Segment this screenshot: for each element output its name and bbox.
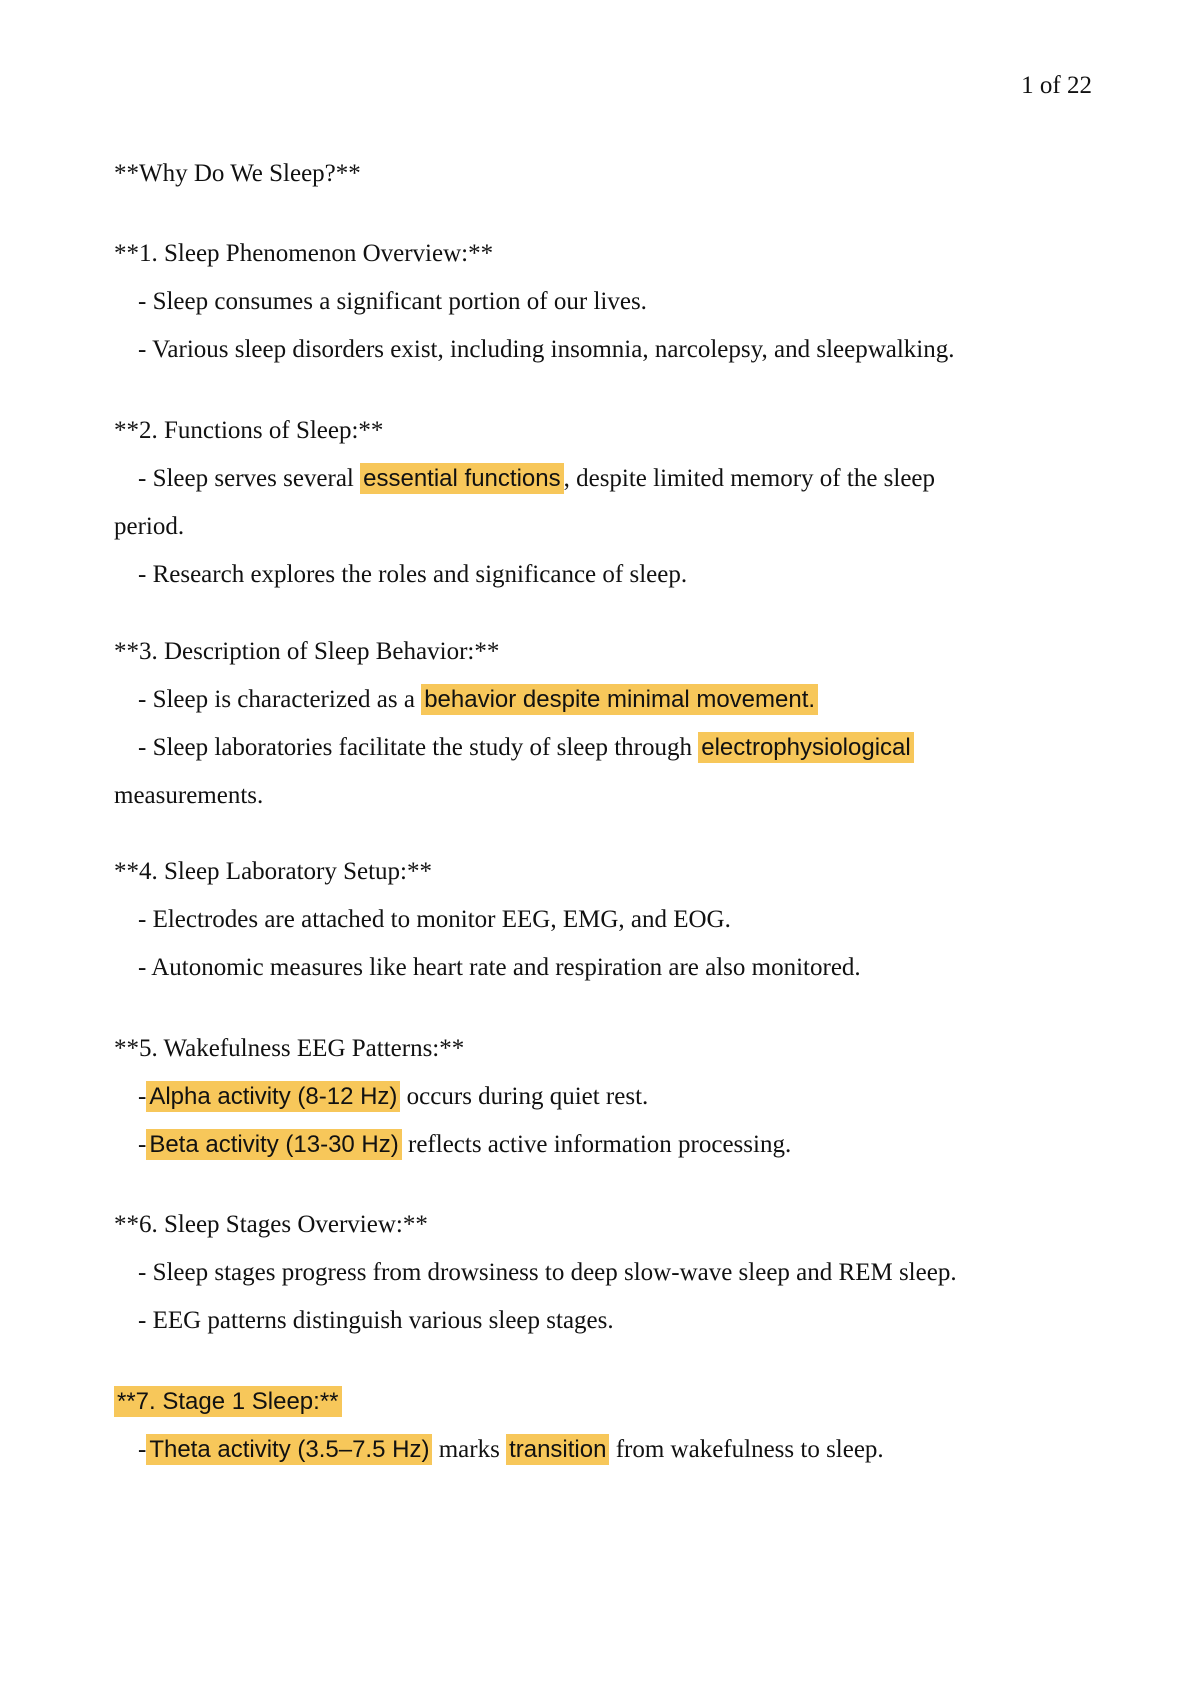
bullet-wrap-text: measurements. [114, 782, 264, 809]
bullet-dash: - [138, 1083, 147, 1110]
bullet-item: - Sleep stages progress from drowsiness to deep slow-wave sleep and REM sleep. [138, 1259, 957, 1286]
highlighted-text: Theta activity (3.5–7.5 Hz) [146, 1434, 432, 1465]
bullet-item: - Various sleep disorders exist, including insomnia, narcolepsy, and sleepwalking. [138, 336, 955, 363]
section-heading: **2. Functions of Sleep:** [114, 417, 384, 444]
bullet-text: - Sleep laboratories facilitate the study of sleep through [138, 734, 699, 761]
bullet-text: - Sleep is characterized as a [138, 686, 422, 713]
section-sleep-phenomenon [114, 230, 1094, 374]
section-sleep-behavior [114, 628, 1094, 820]
highlighted-text: Alpha activity (8-12 Hz) [146, 1081, 400, 1112]
page-number: 1 of 22 [1021, 72, 1092, 99]
section-heading: **6. Sleep Stages Overview:** [114, 1211, 428, 1238]
section-heading: **1. Sleep Phenomenon Overview:** [114, 240, 494, 267]
bullet-item [114, 455, 1094, 503]
section-heading [114, 1378, 1094, 1426]
bullet-text: reflects active information processing. [401, 1131, 792, 1158]
document-title: **Why Do We Sleep?** [114, 160, 361, 187]
bullet-item: - Electrodes are attached to monitor EEG, EMG, and EOG. [138, 906, 731, 933]
bullet-dash: - [138, 1131, 147, 1158]
bullet-item: - Research explores the roles and significance of sleep. [138, 561, 688, 588]
section-wakefulness-eeg [114, 1025, 1094, 1169]
highlighted-text: essential functions [360, 463, 563, 494]
bullet-text: occurs during quiet rest. [400, 1083, 649, 1110]
bullet-wrap-text: period. [114, 513, 185, 540]
section-heading: **5. Wakefulness EEG Patterns:** [114, 1035, 465, 1062]
highlighted-text: Beta activity (13-30 Hz) [146, 1129, 401, 1160]
bullet-item [114, 1426, 1094, 1474]
bullet-text: - Sleep serves several [138, 465, 361, 492]
bullet-item: - Sleep consumes a significant portion of our lives. [138, 288, 647, 315]
bullet-dash: - [138, 1436, 147, 1463]
bullet-text: from wakefulness to sleep. [609, 1436, 884, 1463]
section-heading: **3. Description of Sleep Behavior:** [114, 638, 500, 665]
section-stage-1-sleep [114, 1378, 1094, 1474]
bullet-text: , despite limited memory of the sleep [563, 465, 936, 492]
section-lab-setup [114, 848, 1094, 992]
highlighted-text: behavior despite minimal movement. [421, 684, 818, 715]
bullet-item [114, 724, 1094, 772]
bullet-item: - Autonomic measures like heart rate and respiration are also monitored. [138, 954, 861, 981]
highlighted-text: electrophysiological [698, 732, 913, 763]
highlighted-heading: **7. Stage 1 Sleep:** [114, 1386, 342, 1417]
bullet-item: - EEG patterns distinguish various sleep stages. [138, 1307, 614, 1334]
section-heading: **4. Sleep Laboratory Setup:** [114, 858, 432, 885]
bullet-item [114, 676, 1094, 724]
highlighted-text: transition [506, 1434, 609, 1465]
section-functions-of-sleep [114, 407, 1094, 599]
bullet-text: marks [432, 1436, 507, 1463]
bullet-item [114, 1121, 1094, 1169]
section-sleep-stages [114, 1201, 1094, 1345]
bullet-item [114, 1073, 1094, 1121]
